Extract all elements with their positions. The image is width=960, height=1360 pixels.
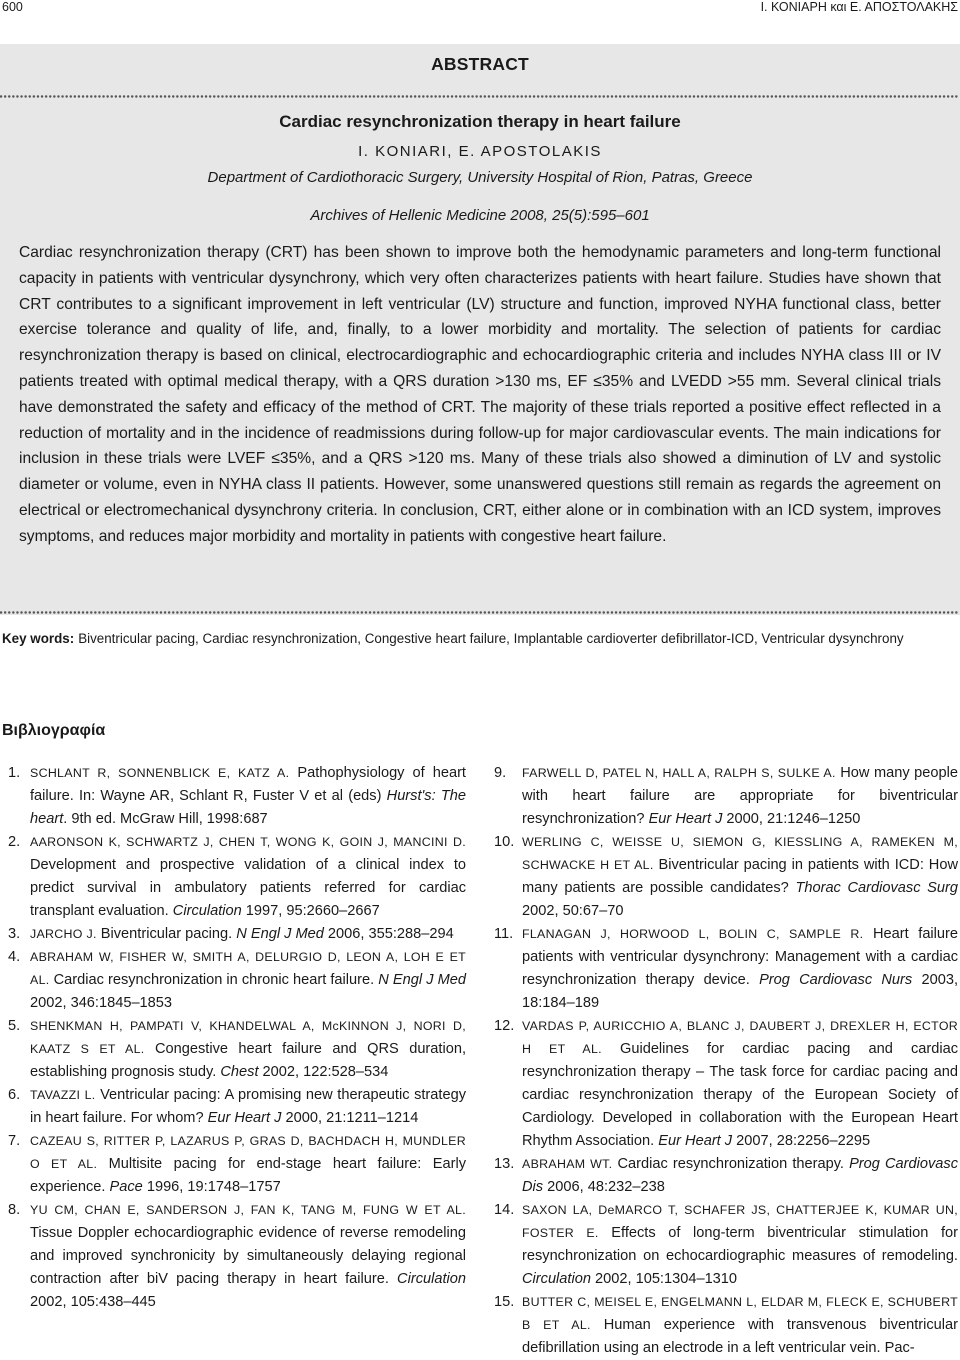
reference-title: Effects of long-term biventricular stimulation for resynchronization on echocardiographic measures of remodeling.: [522, 1225, 958, 1264]
reference-journal: Prog Cardiovasc Dis: [522, 1156, 958, 1195]
reference-citation: 1996, 19:1748–1757: [142, 1179, 281, 1195]
reference-citation: 2002, 122:528–534: [258, 1064, 389, 1080]
reference-title: Biventricular pacing in patients with ICD: How many patients are possible candidates?: [522, 857, 958, 896]
reference-citation: 2003, 18:184–189: [522, 972, 958, 1011]
abstract-department: Department of Cardiothoracic Surgery, University Hospital of Rion, Patras, Greece: [207, 169, 753, 186]
reference-item: [494, 1199, 958, 1291]
reference-title: How many people with heart failure are appropriate for biventricular resynchronization?: [522, 765, 958, 827]
reference-number: 10.: [494, 834, 515, 850]
reference-journal: N Engl J Med: [236, 926, 324, 942]
reference-number: 2.: [8, 834, 21, 850]
reference-journal: Pace: [109, 1179, 143, 1195]
reference-number: 13.: [494, 1156, 515, 1172]
reference-number: 11.: [494, 926, 514, 942]
abstract-title: Cardiac resynchronization therapy in heart failure: [279, 112, 681, 131]
reference-title: Human experience with transvenous biventricular defibrillation using an electrode in a left ventricular vein. Pac-: [522, 1317, 958, 1356]
reference-item: [494, 1015, 958, 1153]
page-number: 600: [2, 0, 23, 14]
abstract-box: [0, 44, 960, 615]
keywords: [2, 628, 958, 649]
reference-citation: 2002, 346:1845–1853: [30, 995, 173, 1011]
reference-item: [494, 1153, 958, 1199]
reference-title: Biventricular pacing.: [96, 926, 237, 942]
abstract-authors: I. KONIARI, E. APOSTOLAKIS: [358, 143, 602, 160]
reference-title: Cardiac resynchronization therapy.: [612, 1156, 850, 1172]
reference-number: 12.: [494, 1018, 515, 1034]
reference-authors: ABRAHAM WT.: [522, 1157, 613, 1171]
reference-authors: ABRAHAM W, FISHER W, SMITH A, DELURGIO D, LEON A, LOH E ET AL.: [30, 950, 466, 987]
reference-journal: Circulation: [397, 1271, 466, 1287]
reference-authors: VARDAS P, AURICCHIO A, BLANC J, DAUBERT J, DREXLER H, ECTOR H ET AL.: [522, 1019, 958, 1056]
reference-journal: Thorac Cardiovasc Surg: [795, 880, 958, 896]
reference-item: [8, 1199, 466, 1314]
dotted-divider-top: [0, 94, 960, 99]
running-header: [0, 0, 960, 20]
reference-authors: BUTTER C, MEISEL E, ENGELMANN L, ELDAR M, FLECK E, SCHUBERT B ET AL.: [522, 1295, 958, 1332]
reference-journal: Eur Heart J: [648, 811, 723, 827]
reference-journal: N Engl J Med: [378, 972, 466, 988]
reference-citation: 2000, 21:1246–1250: [722, 811, 861, 827]
reference-title: Development and prospective validation of a clinical index to predict survival in ambulatory patients referred for cardiac transplant evaluation.: [30, 857, 466, 919]
reference-journal: Circulation: [522, 1271, 591, 1287]
reference-journal: Eur Heart J: [207, 1110, 282, 1126]
reference-journal: Eur Heart J: [658, 1133, 733, 1149]
reference-authors: FLANAGAN J, HORWOOD L, BOLIN C, SAMPLE R.: [522, 927, 864, 941]
reference-journal: Hurst's: The heart: [30, 788, 466, 827]
reference-title: Heart failure patients with ventricular dysynchrony: Management with a cardiac resynchronization therapy device.: [522, 926, 959, 988]
reference-authors: SCHLANT R, SONNENBLICK E, KATZ A.: [30, 766, 290, 780]
keywords-label: Key words:: [2, 631, 75, 646]
reference-item: [8, 1015, 466, 1084]
reference-authors: YU CM, CHAN E, SANDERSON J, FAN K, TANG M, FUNG W ET AL.: [30, 1203, 466, 1217]
reference-citation: 2007, 28:2256–2295: [732, 1133, 871, 1149]
reference-authors: JARCHO J.: [30, 927, 97, 941]
references-right-column: [494, 762, 958, 1360]
reference-item: [8, 923, 466, 946]
reference-number: 5.: [8, 1018, 21, 1034]
reference-number: 1.: [8, 765, 21, 781]
reference-title: Multisite pacing for end-stage heart failure: Early experience.: [30, 1156, 466, 1195]
reference-title: Ventricular pacing: A promising new therapeutic strategy in heart failure. For whom?: [30, 1087, 466, 1126]
reference-item: [8, 1084, 466, 1130]
references-left-column: [8, 762, 466, 1314]
running-authors: Ι. ΚΟΝΙΑΡΗ και Ε. ΑΠΟΣΤΟΛΑΚΗΣ: [760, 0, 958, 14]
reference-authors: WERLING C, WEISSE U, SIEMON G, KIESSLING A, RAMEKEN M, SCHWACKE H ET AL.: [522, 835, 958, 872]
abstract-heading: ABSTRACT: [431, 54, 529, 74]
reference-number: 6.: [8, 1087, 21, 1103]
reference-journal: Circulation: [172, 903, 242, 919]
reference-item: [8, 831, 466, 923]
reference-item: [494, 923, 958, 1015]
reference-citation: 2006, 48:232–238: [543, 1179, 665, 1195]
reference-item: [494, 831, 958, 923]
reference-citation: . 9th ed. McGraw Hill, 1998:687: [63, 811, 268, 827]
reference-number: 7.: [8, 1133, 21, 1149]
reference-authors: FARWELL D, PATEL N, HALL A, RALPH S, SULKE A.: [522, 766, 836, 780]
reference-number: 14.: [494, 1202, 515, 1218]
reference-citation: 1997, 95:2660–2667: [241, 903, 380, 919]
reference-citation: 2002, 105:438–445: [30, 1294, 156, 1310]
reference-item: [494, 762, 958, 831]
reference-title: Guidelines for cardiac pacing and cardiac resynchronization therapy – The task force for cardiac pacing and cardiac resynchronization therapy of the European Society of Cardiology. Developed in collaboration with the European Heart Rhythm Association.: [522, 1041, 958, 1149]
reference-title: Tissue Doppler echocardiographic evidence of reverse remodeling and improved synchronicity by simultaneously delaying regional contraction after biV pacing therapy in heart failure.: [30, 1225, 466, 1287]
reference-item: [494, 1291, 958, 1360]
reference-title: Cardiac resynchronization in chronic heart failure.: [49, 972, 379, 988]
reference-journal: Prog Cardiovasc Nurs: [759, 972, 913, 988]
reference-title: Congestive heart failure and QRS duration, establishing prognosis study.: [30, 1041, 466, 1080]
reference-citation: 2000, 21:1211–1214: [281, 1110, 419, 1126]
reference-item: [8, 946, 466, 1015]
reference-journal: Chest: [220, 1064, 259, 1080]
reference-citation: 2002, 50:67–70: [522, 903, 624, 919]
reference-authors: SHENKMAN H, PAMPATI V, KHANDELWAL A, McKINNON J, NORI D, KAATZ S ET AL.: [30, 1019, 466, 1056]
dotted-divider-bottom: [0, 610, 960, 615]
reference-authors: AARONSON K, SCHWARTZ J, CHEN T, WONG K, GOIN J, MANCINI D.: [30, 835, 466, 849]
reference-citation: 2006, 355:288–294: [323, 926, 454, 942]
reference-item: [8, 762, 466, 831]
abstract-journal: Archives of Hellenic Medicine 2008, 25(5):595–601: [310, 207, 650, 224]
reference-number: 4.: [8, 949, 21, 965]
reference-number: 3.: [8, 926, 21, 942]
reference-number: 15.: [494, 1294, 515, 1310]
reference-title: Pathophysiology of heart failure. In: Wayne AR, Schlant R, Fuster V et al (eds): [30, 765, 466, 804]
reference-authors: SAXON LA, DeMARCO T, SCHAFER JS, CHATTERJEE K, KUMAR UN, FOSTER E.: [522, 1203, 958, 1240]
reference-number: 9.: [494, 765, 507, 781]
keywords-text: Biventricular pacing, Cardiac resynchronization, Congestive heart failure, Implantable cardioverter defibrillator-ICD, Ventricular dysynchrony: [78, 631, 904, 646]
abstract-body: Cardiac resynchronization therapy (CRT) has been shown to improve both the hemodynamic parameters and long-term functional capacity in patients with ventricular dysynchrony, which very often characterizes patients with heart failure. Studies have shown that CRT contributes to a significant improvement in left ventricular (LV) structure and function, improved NYHA functional class, better exercise tolerance and quality of life, and, finally, to a lower morbidity and mortality. The selection of patients for cardiac resynchronization therapy is based on clinical, electrocardiographic and echocardiographic criteria and includes NYHA class III or IV patients treated with optimal medical therapy, with a QRS duration >130 ms, EF ≤35% and LVEDD >55 mm. Several clinical trials have demonstrated the safety and efficacy of the method of CRT. The majority of these trials reported a positive effect reflected in a reduction of mortality and in the incidence of readmissions during follow-up for major cardiovascular events. The main indications for inclusion in these trials were LVEF ≤35%, and a QRS >120 ms. Many of these trials also showed a diminution of LV and systolic diameter or volume, even in NYHA class II patients. However, some unanswered questions still remain as regards the agreement on electrical or electromechanical dysynchrony criteria. In conclusion, CRT, either alone or in combination with an ICD system, improves symptoms, and reduces major morbidity and mortality in patients with congestive heart failure.: [19, 244, 941, 545]
reference-authors: TAVAZZI L.: [30, 1088, 96, 1102]
reference-citation: 2002, 105:1304–1310: [590, 1271, 738, 1287]
reference-item: [8, 1130, 466, 1199]
reference-authors: CAZEAU S, RITTER P, LAZARUS P, GRAS D, BACHDACH H, MUNDLER O ET AL.: [30, 1134, 466, 1171]
bibliography-heading: Βιβλιογραφία: [2, 722, 106, 739]
reference-number: 8.: [8, 1202, 21, 1218]
